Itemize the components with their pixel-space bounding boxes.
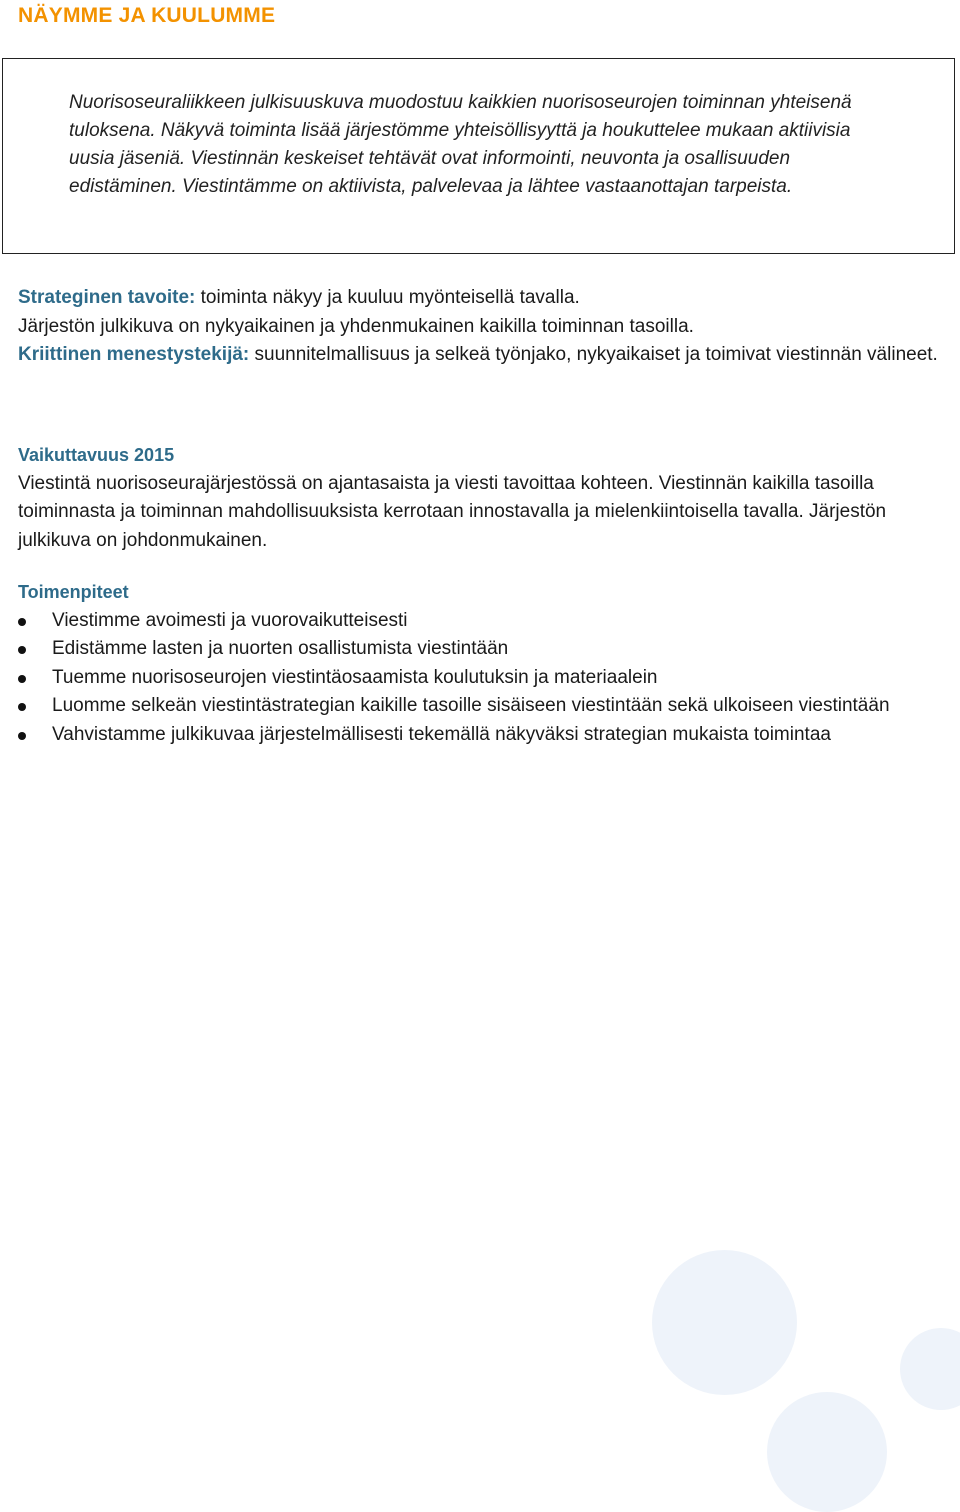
impact-text: Viestintä nuorisoseurajärjestössä on ajantasaista ja viesti tavoittaa kohteen. Viestinnän kaikilla tasoilla toiminnasta ja toiminnan mahdollisuuksista kerrotaan innostavalla ja mielenkiintoisella tavalla. Järjestön julkikuva on johdonmukainen. xyxy=(18,472,887,551)
strategic-goal xyxy=(18,284,948,313)
list-item xyxy=(18,721,912,750)
decorative-circle-bottom xyxy=(767,1392,887,1512)
critical-factor-label: Kriittinen menestystekijä: xyxy=(18,344,250,365)
intro-text: Nuorisoseuraliikkeen julkisuuskuva muodostuu kaikkien nuorisoseurojen toiminnan yhteisenä tuloksena. Näkyvä toiminta lisää järjestömme yhteisöllisyyttä ja houkuttelee mukaan aktiivisia uusia jäseniä. Viestinnän keskeiset tehtävät ovat informointi, neuvonta ja osallisuuden edistäminen. Viestintämme on aktiivista, palvelevaa ja lähtee vastaanottajan tarpeista. xyxy=(69,92,852,197)
list-item-text: Vahvistamme julkikuvaa järjestelmällisesti tekemällä näkyväksi strategian mukaista toimintaa xyxy=(52,723,831,745)
list-item-text: Tuemme nuorisoseurojen viestintäosaamista koulutuksin ja materiaalein xyxy=(52,666,658,688)
strategy-section xyxy=(18,284,948,370)
page-title: NÄYMME JA KUULUMME xyxy=(18,4,276,27)
bullet-icon xyxy=(18,703,26,711)
actions-section xyxy=(18,578,948,749)
list-item xyxy=(18,635,912,664)
decorative-circle-large xyxy=(652,1250,797,1395)
critical-factor xyxy=(18,341,948,370)
bullet-icon xyxy=(18,618,26,626)
actions-list xyxy=(18,607,948,750)
list-item-text: Edistämme lasten ja nuorten osallistumista viestintään xyxy=(52,638,509,659)
list-item xyxy=(18,664,912,693)
bullet-icon xyxy=(18,675,26,683)
bullet-icon xyxy=(18,646,26,654)
list-item-text: Luomme selkeän viestintästrategian kaikille tasoille sisäiseen viestintään sekä ulkoiseen viestintään xyxy=(52,695,890,716)
list-item xyxy=(18,692,912,721)
impact-heading: Vaikuttavuus 2015 xyxy=(18,445,175,465)
critical-factor-text: suunnitelmallisuus ja selkeä työnjako, nykyaikaiset ja toimivat viestinnän välineet. xyxy=(249,344,938,365)
intro-box xyxy=(2,58,955,254)
list-item xyxy=(18,607,912,636)
impact-section xyxy=(18,441,948,555)
strategic-goal-text: toiminta näkyy ja kuuluu myönteisellä tavalla. xyxy=(195,287,580,308)
bullet-icon xyxy=(18,732,26,740)
public-image-text: Järjestön julkikuva on nykyaikainen ja yhdenmukainen kaikilla toiminnan tasoilla. xyxy=(18,315,694,337)
list-item-text: Viestimme avoimesti ja vuorovaikutteisesti xyxy=(52,609,408,631)
actions-heading: Toimenpiteet xyxy=(18,582,129,602)
decorative-circle-right xyxy=(900,1328,960,1410)
strategic-goal-label: Strateginen tavoite: xyxy=(18,287,196,308)
